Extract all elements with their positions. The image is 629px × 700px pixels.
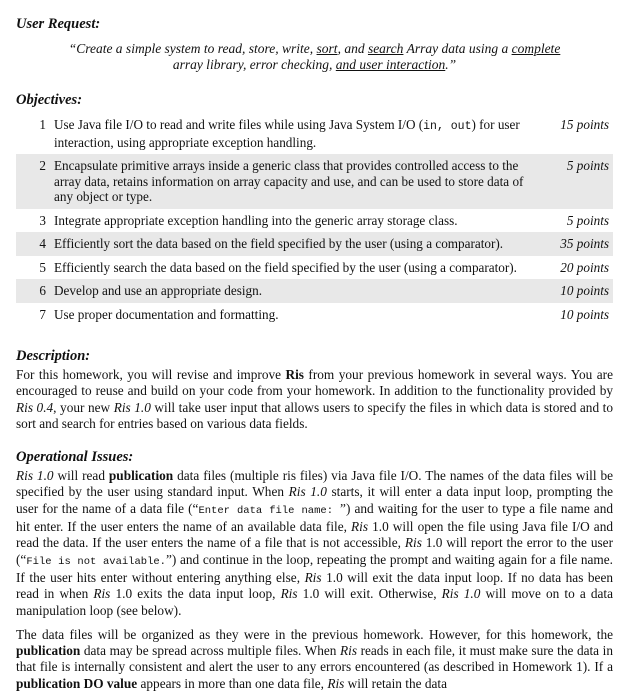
objective-code: in, out (423, 120, 472, 133)
objective-row (16, 303, 613, 327)
objective-text-part: Use Java file I/O to read and write files while using Java System I/O ( (54, 117, 424, 132)
operational-paragraph-1 (16, 468, 613, 619)
objective-row (16, 232, 613, 256)
prompt-code: Enter data file name: (198, 504, 341, 517)
text-run: , your new (53, 399, 114, 415)
error-code: File is not available. (26, 555, 166, 568)
text-run: ”) and continue in the loop, repeating the prompt and waiting again for a file name. If the user hits enter without entering anything else, (16, 551, 613, 585)
text-run: 1.0 will exit the data input loop. If no data has been read in when (16, 569, 614, 602)
quote-sort: sort (316, 41, 338, 56)
bold-term: publication DO value (16, 675, 138, 691)
objective-number: 3 (39, 212, 46, 228)
objective-text: Efficiently search the data based on the field specified by the user (using a comparator). (54, 259, 517, 275)
product-version: Ris 1.0 (113, 399, 151, 415)
description-paragraph (16, 367, 613, 432)
bold-term: publication (108, 468, 174, 484)
text-run: data files (multiple ris files) via Java file I/O. The names of the data files will be specified by the user using standard input. When (16, 468, 614, 500)
product-name: Ris (327, 675, 345, 691)
quote-text: .” (445, 57, 457, 72)
objective-text: Efficiently sort the data based on the field specified by the user (using a comparator). (54, 236, 504, 251)
objective-text: Develop and use an appropriate design. (54, 283, 262, 298)
operational-issues-heading: Operational Issues: (16, 449, 134, 466)
text-run: appears in more than one data file, (137, 675, 328, 691)
objective-number: 2 (39, 158, 46, 173)
text-run: For this homework, you will revise and improve (16, 367, 286, 382)
text-run: data may be spread across multiple files. When (80, 643, 340, 659)
text-run: will move on to a data manipulation loop (see below). (16, 586, 613, 618)
objective-row (16, 279, 613, 303)
text-run: starts, it will enter a data input loop, prompting the user for the name of a data file (“ (16, 484, 614, 516)
objective-text: Integrate appropriate exception handling into the generic array storage class. (54, 212, 458, 228)
text-run: 1.0 will open the file using Java file I/O and read the data. If the user enters the name of a file that is not accessible, (16, 519, 613, 551)
product-version: Ris 1.0 (288, 484, 327, 500)
quote-user-interaction: and user interaction (335, 57, 446, 72)
product-version: Ris 0.4 (16, 399, 54, 415)
text-run: The data files will be organized as they were in the previous homework. However, for this homework, the (16, 626, 613, 642)
text-run: ”) and waiting for the user to type a file name and hit enter. If the user enters the name of an available data file, (16, 500, 613, 535)
user-request-quote (16, 41, 613, 73)
product-name: Ris (351, 519, 369, 535)
product-name: Ris (304, 569, 322, 585)
product-name: Ris (404, 535, 422, 551)
objectives-heading: Objectives: (16, 92, 83, 108)
objective-text (54, 117, 539, 150)
objective-text: Encapsulate primitive arrays inside a generic class that provides controlled access to the array data, retains information on array capacity and use, and can be used to store data of any object or type. (54, 158, 524, 204)
objective-points: 5 points (566, 158, 609, 173)
objective-points: 5 points (566, 212, 609, 228)
product-name: Ris (340, 643, 357, 659)
text-run: will read (53, 468, 109, 484)
objective-row (16, 154, 613, 209)
user-request-heading: User Request: (16, 16, 101, 32)
product-name: Ris (93, 586, 111, 602)
text-run: from your previous homework in several ways. You are encouraged to reuse and build on your code from your homework. In addition to the functionality provided by (16, 367, 613, 399)
product-version: Ris 1.0 (441, 586, 481, 602)
text-run: 1.0 exits the data input loop, (110, 586, 281, 602)
objective-points: 10 points (560, 283, 609, 298)
product-name: Ris (280, 586, 298, 602)
objective-number: 4 (39, 236, 46, 251)
quote-complete: complete (511, 41, 561, 56)
quote-search: search (367, 41, 404, 56)
objective-number: 7 (39, 306, 46, 322)
quote-text: array library, error checking, (172, 57, 336, 72)
objective-row (16, 256, 613, 280)
objective-points: 20 points (560, 259, 609, 275)
objective-number: 1 (39, 117, 46, 132)
objective-points: 15 points (560, 117, 609, 132)
product-name: Ris (285, 367, 304, 382)
objective-row (16, 209, 613, 233)
text-run: 1.0 will report the error to the user (“ (16, 535, 614, 567)
objective-text: Use proper documentation and formatting. (54, 306, 279, 322)
text-run: 1.0 will exit. Otherwise, (297, 586, 442, 602)
objective-points: 35 points (560, 236, 609, 251)
text-run: reads in each file, it must make sure the data in that file is internally consistent and alert the user to any errors encountered (as described in Homework 1). If a (16, 643, 613, 675)
description-heading: Description: (16, 348, 91, 364)
text-run: will retain the data (344, 675, 447, 691)
objective-points: 10 points (560, 306, 609, 322)
quote-text: “Create a simple system to read, store, write, (68, 41, 317, 56)
objective-row (16, 113, 613, 154)
objective-text-part: ) for user interaction, using appropriate exception handling. (54, 117, 520, 150)
quote-text: Array data using a (403, 41, 512, 56)
objective-number: 6 (39, 283, 46, 298)
objectives-list (16, 113, 613, 326)
operational-paragraph-2 (16, 627, 613, 692)
bold-term: publication (16, 643, 81, 659)
quote-text: , and (337, 41, 368, 56)
text-run: will take user input that allows users to specify the files in which data is stored and to sort and search for entries based on various data fields. (16, 399, 613, 431)
objective-number: 5 (39, 259, 46, 275)
product-version: Ris 1.0 (16, 468, 54, 484)
